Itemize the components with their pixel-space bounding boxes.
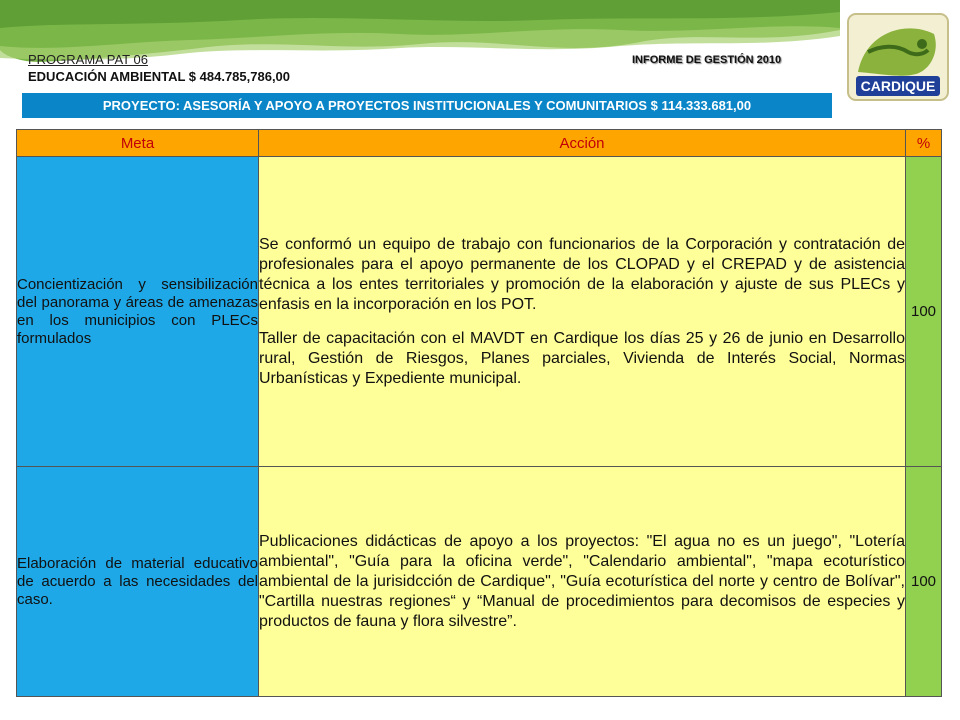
program-code: PROGRAMA PAT 06 [28,52,148,67]
column-header-meta: Meta [17,130,259,157]
project-title-bar: PROYECTO: ASESORÍA Y APOYO A PROYECTOS INSTITUCIONALES Y COMUNITARIOS $ 114.333.681,00 [22,93,832,118]
action-paragraph: Publicaciones didácticas de apoyo a los proyectos: "El agua no es un juego", "Lotería ambiental", "Guía para la oficina verde", "Calendario ambiental", "mapa ecoturístico ambiental de la jurisidcción de Cardique", "Guía ecoturística del norte y centro de Bolívar", "Cartilla nuestras regiones“ y “Manual de procedimientos para decomisos de especies y productos de fauna y flora silvestre”. [259,532,905,630]
action-cell [259,157,906,467]
meta-cell: Concientización y sensibilización del panorama y áreas de amenazas en los municipios con PLECs formulados [17,157,259,467]
percent-cell: 100 [906,157,942,467]
table-row [17,467,942,697]
table-row [17,157,942,467]
table-header-row [17,130,942,157]
action-paragraph: Taller de capacitación con el MAVDT en Cardique los días 25 y 26 de junio en Desarrollo rural, Gestión de Riesgos, Planes parciales, Vivienda de Interés Social, Normas Urbanísticas y Expediente municipal. [259,329,905,387]
cardique-logo [846,12,950,102]
header-banner [0,0,960,100]
logo-text: CARDIQUE [860,78,936,94]
program-name: EDUCACIÓN AMBIENTAL $ 484.785,786,00 [28,69,291,84]
percent-cell: 100 [906,467,942,697]
column-header-percent: % [906,130,942,157]
meta-cell: Elaboración de material educativo de acuerdo a las necesidades del caso. [17,467,259,697]
column-header-accion: Acción [259,130,906,157]
goals-table [16,129,942,697]
report-title: INFORME DE GESTIÓN 2010 [632,54,782,66]
action-cell [259,467,906,697]
action-paragraph: Se conformó un equipo de trabajo con funcionarios de la Corporación y contratación de profesionales para el apoyo permanente de los CLOPAD y el CREPAD y de asistencia técnica a los entes territoriales y promoción de la elaboración y ajuste de sus PLECs y enfasis en la incorporación en los POT. [259,235,905,313]
